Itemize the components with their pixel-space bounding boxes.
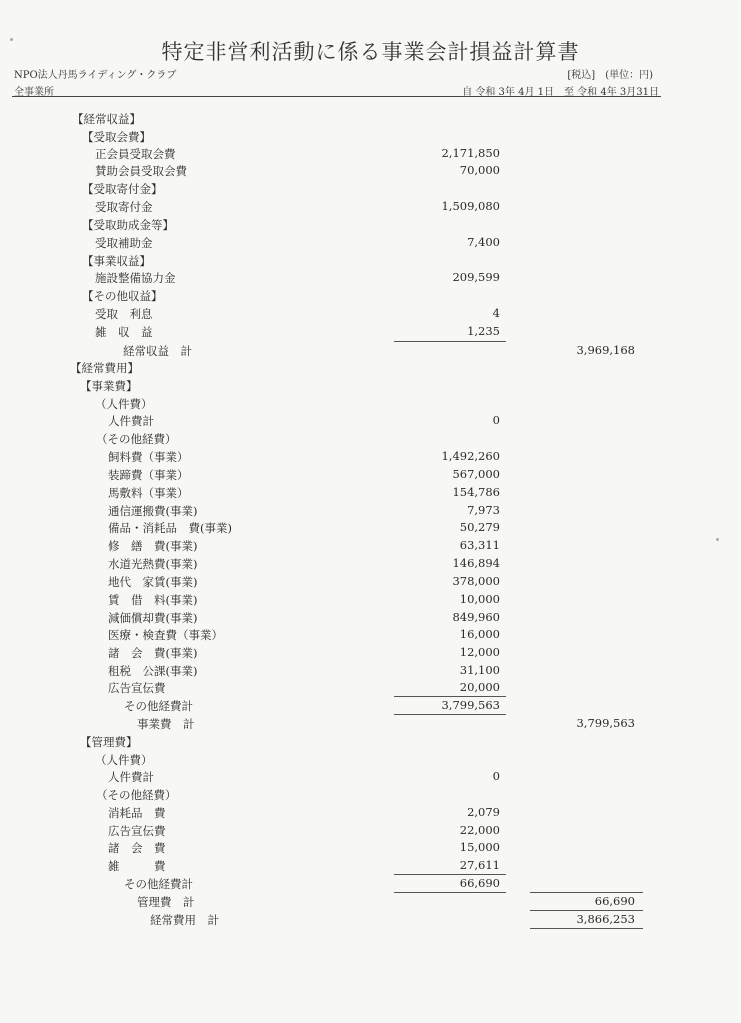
statement-row bbox=[0, 343, 741, 361]
amount-detail: 22,000 bbox=[459, 823, 500, 837]
account-label: 【受取助成金等】 bbox=[82, 218, 174, 232]
amount-total: 3,799,563 bbox=[576, 716, 635, 730]
account-label: 経常費用 計 bbox=[150, 913, 219, 927]
statement-row bbox=[0, 627, 741, 645]
statement-row bbox=[0, 413, 741, 431]
sum-rule bbox=[530, 892, 643, 893]
account-label: 諸 会 費(事業) bbox=[108, 646, 198, 660]
amount-detail: 849,960 bbox=[452, 610, 500, 624]
account-label: その他経費計 bbox=[124, 699, 193, 713]
tax-unit-label: [税込] (単位：円) bbox=[567, 70, 653, 81]
account-label: 消耗品 費 bbox=[108, 806, 166, 820]
account-label: 経常収益 計 bbox=[123, 344, 192, 358]
statement-row bbox=[0, 360, 741, 378]
amount-detail: 209,599 bbox=[452, 270, 500, 284]
organization-name: NPO法人丹馬ライディング・クラブ bbox=[14, 70, 177, 81]
statement-row bbox=[0, 858, 741, 876]
account-label: 減価償却費(事業) bbox=[108, 611, 198, 625]
statement-row bbox=[0, 485, 741, 503]
sum-rule bbox=[394, 696, 506, 697]
amount-detail: 378,000 bbox=[452, 574, 500, 588]
amount-detail: 16,000 bbox=[459, 627, 500, 641]
scan-speck bbox=[10, 38, 13, 41]
account-label: 医療・検査費（事業） bbox=[108, 628, 223, 642]
account-label: 事業費 計 bbox=[137, 717, 195, 731]
sum-rule bbox=[394, 892, 506, 893]
amount-detail: 27,611 bbox=[459, 858, 500, 872]
amount-detail: 7,973 bbox=[467, 503, 500, 517]
account-label: 賃 借 料(事業) bbox=[108, 593, 198, 607]
account-label: 【経常収益】 bbox=[72, 112, 141, 126]
statement-row bbox=[0, 805, 741, 823]
amount-detail: 70,000 bbox=[459, 163, 500, 177]
statement-row bbox=[0, 698, 741, 716]
account-label: 雑 費 bbox=[108, 859, 166, 873]
account-label: 装蹄費（事業） bbox=[108, 468, 189, 482]
statement-row bbox=[0, 680, 741, 698]
statement-row bbox=[0, 288, 741, 306]
amount-detail: 0 bbox=[492, 769, 500, 783]
statement-row bbox=[0, 592, 741, 610]
account-label: 馬敷料（事業） bbox=[108, 486, 189, 500]
statement-row bbox=[0, 146, 741, 164]
statement-row bbox=[0, 199, 741, 217]
account-label: 【受取寄付金】 bbox=[82, 182, 163, 196]
statement-row bbox=[0, 396, 741, 414]
statement-row bbox=[0, 253, 741, 271]
statement-row bbox=[0, 787, 741, 805]
account-label: 租税 公課(事業) bbox=[108, 664, 198, 678]
account-label: その他経費計 bbox=[124, 877, 193, 891]
statement-row bbox=[0, 503, 741, 521]
account-label: （人件費） bbox=[95, 397, 153, 411]
account-label: 雑 収 益 bbox=[95, 325, 153, 339]
statement-row bbox=[0, 840, 741, 858]
account-label: 受取 利息 bbox=[95, 307, 153, 321]
amount-detail: 1,235 bbox=[467, 324, 500, 338]
sum-rule bbox=[394, 341, 506, 342]
amount-total: 3,866,253 bbox=[576, 912, 635, 926]
account-label: 広告宣伝費 bbox=[108, 824, 166, 838]
account-label: 飼料費（事業） bbox=[108, 450, 189, 464]
statement-row bbox=[0, 645, 741, 663]
account-label: 【経常費用】 bbox=[70, 361, 139, 375]
amount-detail: 12,000 bbox=[459, 645, 500, 659]
period-label: 自 令和 3年 4月 1日 至 令和 4年 3月31日 bbox=[462, 87, 659, 98]
account-label: 修 繕 費(事業) bbox=[108, 539, 198, 553]
amount-detail: 66,690 bbox=[459, 876, 500, 890]
amount-detail: 7,400 bbox=[467, 235, 500, 249]
amount-detail: 154,786 bbox=[452, 485, 500, 499]
amount-detail: 1,492,260 bbox=[441, 449, 500, 463]
statement-row bbox=[0, 111, 741, 129]
account-label: 諸 会 費 bbox=[108, 841, 166, 855]
statement-row bbox=[0, 716, 741, 734]
account-label: 備品・消耗品 費(事業) bbox=[108, 521, 232, 535]
document-title: 特定非営利活動に係る事業会計損益計算書 bbox=[161, 40, 580, 64]
sum-rule bbox=[530, 910, 643, 911]
amount-detail: 31,100 bbox=[459, 663, 500, 677]
amount-detail: 2,171,850 bbox=[441, 146, 500, 160]
account-label: 広告宣伝費 bbox=[108, 681, 166, 695]
sum-rule bbox=[394, 714, 506, 715]
account-label: （人件費） bbox=[95, 753, 153, 767]
amount-total: 3,969,168 bbox=[576, 343, 635, 357]
amount-detail: 15,000 bbox=[459, 840, 500, 854]
statement-row bbox=[0, 769, 741, 787]
statement-row bbox=[0, 574, 741, 592]
amount-detail: 567,000 bbox=[452, 467, 500, 481]
account-label: 【事業収益】 bbox=[82, 254, 151, 268]
amount-detail: 10,000 bbox=[459, 592, 500, 606]
account-label: 賛助会員受取会費 bbox=[95, 164, 187, 178]
amount-detail: 0 bbox=[492, 413, 500, 427]
amount-detail: 20,000 bbox=[459, 680, 500, 694]
statement-row bbox=[0, 431, 741, 449]
account-label: 【事業費】 bbox=[80, 379, 138, 393]
amount-detail: 4 bbox=[492, 306, 500, 320]
account-label: 管理費 計 bbox=[137, 895, 195, 909]
statement-row bbox=[0, 752, 741, 770]
division-label: 全事業所 bbox=[14, 87, 54, 98]
statement-row bbox=[0, 449, 741, 467]
statement-row bbox=[0, 163, 741, 181]
statement-row bbox=[0, 538, 741, 556]
statement-row bbox=[0, 520, 741, 538]
account-label: 人件費計 bbox=[108, 414, 154, 428]
amount-detail: 63,311 bbox=[459, 538, 500, 552]
statement-row bbox=[0, 270, 741, 288]
account-label: （その他経費） bbox=[96, 432, 177, 446]
account-label: 通信運搬費(事業) bbox=[108, 504, 198, 518]
statement-row bbox=[0, 235, 741, 253]
statement-row bbox=[0, 306, 741, 324]
account-label: 正会員受取会費 bbox=[95, 147, 176, 161]
account-label: 受取補助金 bbox=[95, 236, 153, 250]
amount-detail: 1,509,080 bbox=[441, 199, 500, 213]
statement-row bbox=[0, 823, 741, 841]
account-label: 受取寄付金 bbox=[95, 200, 153, 214]
statement-row bbox=[0, 610, 741, 628]
account-label: 【その他収益】 bbox=[82, 289, 163, 303]
amount-detail: 2,079 bbox=[467, 805, 500, 819]
account-label: 人件費計 bbox=[108, 770, 154, 784]
statement-row bbox=[0, 129, 741, 147]
statement-row bbox=[0, 663, 741, 681]
amount-detail: 50,279 bbox=[459, 520, 500, 534]
account-label: 水道光熱費(事業) bbox=[108, 557, 198, 571]
account-label: 【受取会費】 bbox=[82, 130, 151, 144]
statement-row bbox=[0, 734, 741, 752]
account-label: （その他経費） bbox=[96, 788, 177, 802]
statement-row bbox=[0, 324, 741, 342]
account-label: 地代 家賃(事業) bbox=[108, 575, 198, 589]
account-label: 施設整備協力金 bbox=[95, 271, 176, 285]
account-label: 【管理費】 bbox=[80, 735, 138, 749]
amount-detail: 146,894 bbox=[452, 556, 500, 570]
statement-row bbox=[0, 467, 741, 485]
sum-rule bbox=[530, 928, 643, 929]
amount-total: 66,690 bbox=[594, 894, 635, 908]
statement-row bbox=[0, 556, 741, 574]
statement-row bbox=[0, 217, 741, 235]
header-rule bbox=[12, 96, 661, 97]
statement-row bbox=[0, 181, 741, 199]
scan-speck bbox=[716, 538, 719, 541]
sum-rule bbox=[394, 874, 506, 875]
statement-row bbox=[0, 378, 741, 396]
amount-detail: 3,799,563 bbox=[441, 698, 500, 712]
